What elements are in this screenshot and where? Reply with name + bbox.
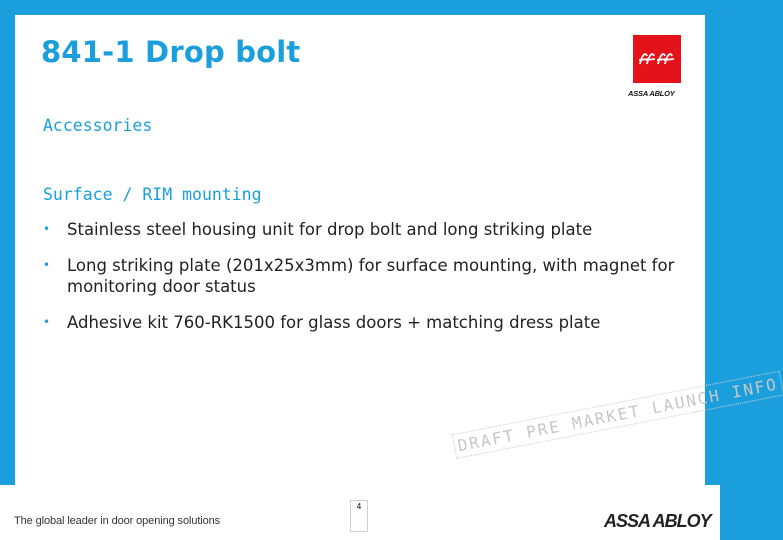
- section-heading-accessories: Accessories: [43, 116, 153, 135]
- bullet-icon: •: [43, 222, 51, 236]
- bullet-icon: •: [43, 258, 51, 272]
- bullet-icon: •: [43, 315, 51, 329]
- effeff-logo-icon: [633, 35, 681, 83]
- footer-tagline: The global leader in door opening solutions: [14, 515, 221, 527]
- bullet-item: [43, 255, 683, 297]
- page-number: 4: [350, 500, 368, 532]
- footer-brand-logo: ASSA ABLOY: [604, 511, 711, 531]
- draft-watermark: DRAFT PRE MARKET LAUNCH INFO: [453, 372, 783, 458]
- slide-canvas: [15, 15, 780, 485]
- bullet-text: Long striking plate (201x25x3mm) for surface mounting, with magnet for monitoring door status: [67, 256, 675, 296]
- page-title: 841-1 Drop bolt: [41, 35, 301, 69]
- bullet-item: [43, 219, 683, 240]
- bullet-text: Stainless steel housing unit for drop bolt and long striking plate: [67, 220, 593, 239]
- logo-caption: ASSA ABLOY: [628, 89, 675, 98]
- footer-bar: [0, 485, 720, 540]
- bullet-list: [43, 219, 683, 348]
- bullet-item: [43, 312, 683, 333]
- effeff-mark: [637, 48, 677, 70]
- bullet-text: Adhesive kit 760-RK1500 for glass doors + matching dress plate: [67, 313, 601, 332]
- section-heading-mounting: Surface / RIM mounting: [43, 185, 262, 204]
